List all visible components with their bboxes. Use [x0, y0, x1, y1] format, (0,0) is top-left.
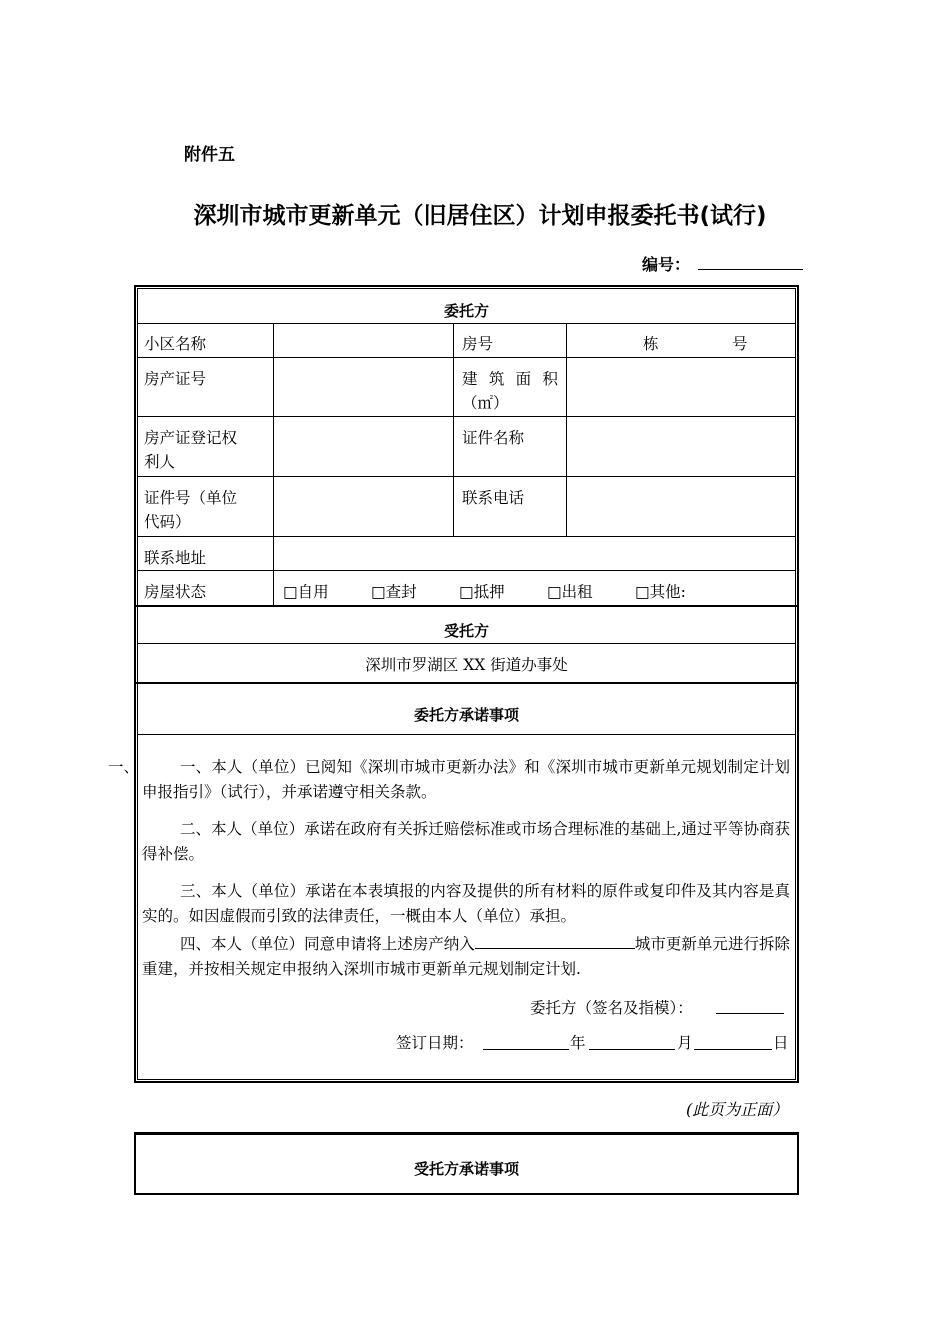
commitment-item-4-part2: 城市更新单元: [634, 935, 728, 953]
sign-date-label: 签订日期：: [396, 1034, 474, 1052]
floor-area-label: [462, 367, 558, 415]
agent-heading: 受托方: [443, 622, 489, 640]
id-number-input[interactable]: [280, 481, 448, 531]
agent-name: 深圳市罗湖区 XX 街道办事处: [365, 656, 568, 674]
row-divider: [137, 476, 796, 477]
serial-number-field[interactable]: [698, 269, 803, 270]
owner-label-line2: 利人: [144, 453, 176, 471]
cert-number-input[interactable]: [280, 362, 448, 412]
commitment-item-4: [142, 932, 790, 982]
sign-month-field[interactable]: [589, 1049, 675, 1050]
renewal-unit-input[interactable]: [475, 934, 635, 949]
signature-label: 委托方（签名及指模）：: [530, 999, 693, 1017]
status-option-seized[interactable]: □查封: [371, 583, 417, 601]
section-divider: [136, 682, 797, 684]
sign-day-field[interactable]: [694, 1049, 772, 1050]
commitment-item-2: 二、本人（单位）承诺在政府有关拆迁赔偿标准或市场合理标准的基础上,通过平等协商获得补偿。: [142, 820, 790, 863]
month-label: 月: [677, 1034, 693, 1052]
status-option-self-use[interactable]: □自用: [283, 583, 329, 601]
id-number-label: [144, 486, 237, 534]
agent-commitments-heading: 受托方承诺事项: [413, 1160, 519, 1178]
section-divider: [136, 605, 797, 607]
number-label: 号: [732, 335, 748, 353]
page-title: 深圳市城市更新单元（旧居住区）计划申报委托书(试行): [193, 203, 767, 229]
principal-heading: 委托方: [443, 302, 489, 320]
sign-year-field[interactable]: [483, 1049, 569, 1050]
status-option-mortgaged[interactable]: □抵押: [459, 583, 505, 601]
room-label: 房号: [462, 335, 494, 353]
year-label: 年: [570, 1034, 586, 1052]
phone-label: 联系电话: [462, 489, 525, 507]
status-option-rented[interactable]: □出租: [547, 583, 593, 601]
id-type-input[interactable]: [572, 421, 792, 471]
building-label: 栋: [643, 335, 659, 353]
address-label: 联系地址: [144, 549, 207, 567]
house-status-label: 房屋状态: [144, 583, 207, 601]
principal-commitments-heading: 委托方承诺事项: [413, 706, 519, 724]
column-divider: [566, 323, 567, 536]
row-divider: [137, 643, 796, 644]
column-divider: [273, 323, 274, 605]
row-divider: [137, 570, 796, 571]
address-input[interactable]: [280, 541, 792, 567]
commitment-item-4-part3: 进行拆除重建，并按相关规定申报纳入深圳市城市更新单元规划制定计划.: [142, 935, 790, 978]
row-divider: [137, 357, 796, 358]
floor-area-label-line2: （㎡）: [462, 394, 509, 412]
row-divider: [137, 416, 796, 417]
phone-input[interactable]: [572, 481, 792, 531]
community-label: 小区名称: [144, 335, 207, 353]
commitment-item-1: 一、本人（单位）已阅知《深圳市城市更新办法》和《深圳市城市更新单元规划制定计划申报指引》（试行），并承诺遵守相关条款。: [142, 758, 790, 801]
id-type-label: 证件名称: [462, 429, 525, 447]
serial-number-label: 编号：: [642, 255, 691, 274]
front-page-note: (此页为正面）: [686, 1100, 789, 1119]
id-number-label-line1: 证件号（单位: [144, 489, 238, 507]
commitment-item-4-part1: 四、本人（单位）同意申请将上述房产纳入: [180, 935, 475, 953]
floor-area-label-line1: 建 筑 面 积: [462, 370, 558, 388]
commitment-item-3: 三、本人（单位）承诺在本表填报的内容及提供的所有材料的原件或复印件及其内容是真实的。如因虚假而引致的法律责任，一概由本人（单位）承担。: [142, 882, 790, 925]
stray-list-mark: 一、: [108, 758, 140, 776]
attachment-label: 附件五: [184, 145, 235, 165]
id-number-label-line2: 代码）: [144, 513, 191, 531]
community-input[interactable]: [280, 328, 448, 356]
signature-field[interactable]: [716, 1013, 784, 1014]
row-divider: [137, 536, 796, 537]
row-divider: [137, 323, 796, 324]
floor-area-input[interactable]: [572, 362, 792, 412]
cert-number-label: 房产证号: [144, 370, 207, 388]
owner-label-line1: 房产证登记权: [144, 429, 238, 447]
column-divider: [453, 323, 454, 536]
day-label: 日: [773, 1034, 789, 1052]
row-divider: [137, 734, 796, 735]
status-option-other[interactable]: □其他:: [635, 583, 686, 601]
owner-label: [144, 426, 237, 474]
owner-input[interactable]: [280, 421, 448, 471]
